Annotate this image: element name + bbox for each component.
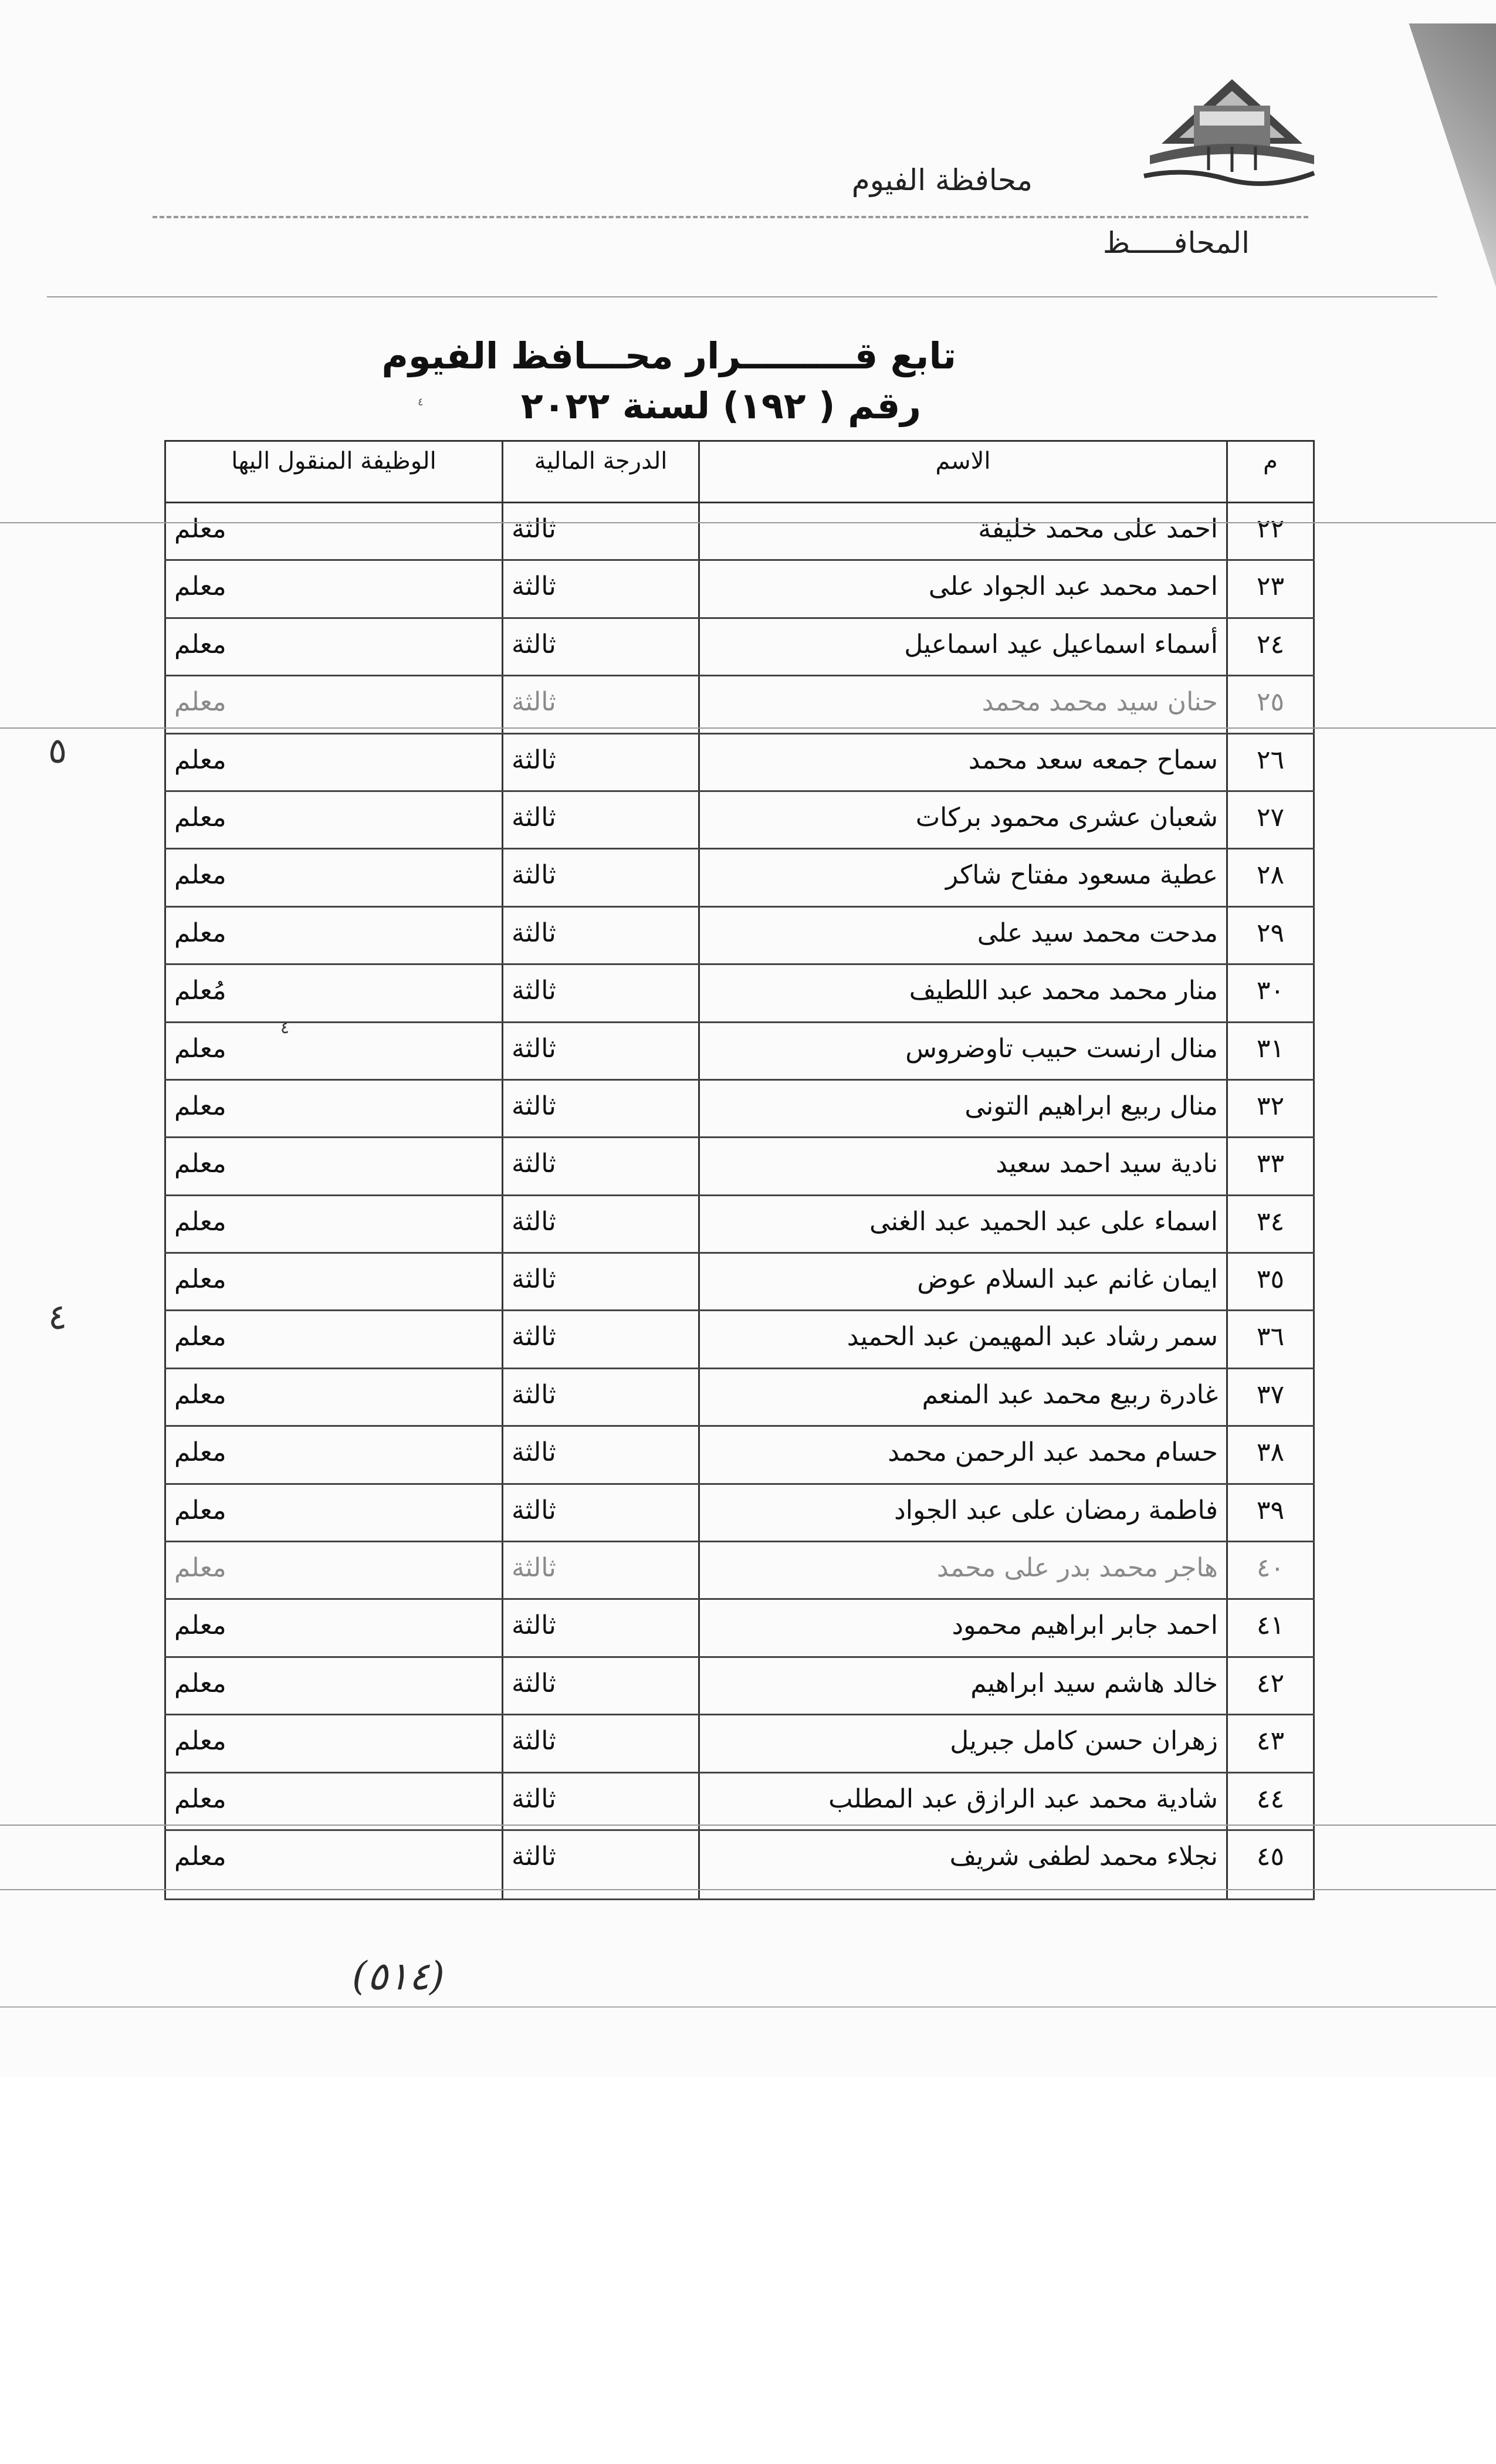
row-num: ٣٠ — [1227, 964, 1314, 1022]
row-job: معلم — [165, 503, 503, 560]
table-row — [165, 1368, 1314, 1426]
table-row — [165, 733, 1314, 791]
table-row — [165, 1079, 1314, 1137]
table-row — [165, 906, 1314, 964]
row-job: معلم — [165, 560, 503, 618]
margin-mark: ٤ — [48, 1297, 67, 1338]
row-job: معلم — [165, 1830, 503, 1899]
decree-number: رقم ( ١٩٢) لسنة ٢٠٢٢ — [520, 384, 921, 427]
table-row — [165, 791, 1314, 848]
row-name: خالد هاشم سيد ابراهيم — [699, 1657, 1227, 1714]
row-grade: ثالثة — [503, 1772, 699, 1830]
row-name: حنان سيد محمد محمد — [699, 676, 1227, 733]
table-row — [165, 676, 1314, 733]
table-row — [165, 618, 1314, 675]
table-row — [165, 1484, 1314, 1541]
row-job: معلم — [165, 1311, 503, 1368]
scan-line — [0, 522, 1496, 523]
row-job: معلم — [165, 1772, 503, 1830]
row-grade: ثالثة — [503, 1368, 699, 1426]
decree-title: تابع قـــــــــرار محـــافظ الفيوم — [381, 334, 956, 377]
row-job: معلم — [165, 791, 503, 848]
row-grade: ثالثة — [503, 964, 699, 1022]
table-row — [165, 849, 1314, 906]
row-job: معلم — [165, 1253, 503, 1311]
row-name: عطية مسعود مفتاح شاكر — [699, 849, 1227, 906]
row-job: معلم — [165, 1542, 503, 1599]
row-job: معلم — [165, 1195, 503, 1253]
margin-mark: ٥ — [48, 730, 67, 771]
row-num: ٢٨ — [1227, 849, 1314, 906]
row-num: ٢٣ — [1227, 560, 1314, 618]
table-row — [165, 1311, 1314, 1368]
row-name: منال ربيع ابراهيم التونى — [699, 1079, 1227, 1137]
governorate-emblem-icon — [1138, 56, 1326, 197]
row-num: ٤٠ — [1227, 1542, 1314, 1599]
row-name: حسام محمد عبد الرحمن محمد — [699, 1426, 1227, 1484]
row-job: معلم — [165, 1715, 503, 1772]
table-row — [165, 964, 1314, 1022]
row-grade: ثالثة — [503, 1253, 699, 1311]
table-row — [165, 1657, 1314, 1714]
header-num: م — [1227, 441, 1314, 503]
row-job: معلم — [165, 618, 503, 675]
row-num: ٢٧ — [1227, 791, 1314, 848]
row-grade: ثالثة — [503, 1599, 699, 1657]
table-row — [165, 1138, 1314, 1195]
scan-line — [0, 2006, 1496, 2008]
row-job: معلم — [165, 733, 503, 791]
row-grade: ثالثة — [503, 1484, 699, 1541]
row-grade: ثالثة — [503, 676, 699, 733]
row-name: احمد على محمد خليفة — [699, 503, 1227, 560]
table-row — [165, 1715, 1314, 1772]
row-grade: ثالثة — [503, 1022, 699, 1079]
table-row — [165, 1022, 1314, 1079]
row-num: ٣١ — [1227, 1022, 1314, 1079]
governorate-name: محافظة الفيوم — [851, 163, 1033, 197]
header-rule — [153, 216, 1308, 218]
table-header-row — [165, 441, 1314, 503]
row-grade: ثالثة — [503, 1195, 699, 1253]
row-grade: ثالثة — [503, 1311, 699, 1368]
scan-line — [0, 727, 1496, 729]
row-name: نادية سيد احمد سعيد — [699, 1138, 1227, 1195]
row-name: نجلاء محمد لطفى شريف — [699, 1830, 1227, 1899]
table-row — [165, 1599, 1314, 1657]
row-grade: ثالثة — [503, 1079, 699, 1137]
transfer-table — [164, 440, 1315, 1900]
margin-mark: ٤ — [280, 1018, 290, 1037]
row-grade: ثالثة — [503, 503, 699, 560]
row-grade: ثالثة — [503, 560, 699, 618]
row-grade: ثالثة — [503, 849, 699, 906]
row-num: ٣٣ — [1227, 1138, 1314, 1195]
scan-shadow — [1302, 23, 1496, 287]
row-num: ٢٢ — [1227, 503, 1314, 560]
row-job: معلم — [165, 1138, 503, 1195]
row-job: معلم — [165, 1599, 503, 1657]
row-num: ٤٥ — [1227, 1830, 1314, 1899]
governor-office: المحافـــــظ — [1102, 226, 1250, 260]
row-grade: ثالثة — [503, 1542, 699, 1599]
scan-line — [0, 1889, 1496, 1890]
header-job: الوظيفة المنقول اليها — [165, 441, 503, 503]
row-name: زهران حسن كامل جبريل — [699, 1715, 1227, 1772]
row-name: سمر رشاد عبد المهيمن عبد الحميد — [699, 1311, 1227, 1368]
row-job: معلم — [165, 906, 503, 964]
row-num: ٣٩ — [1227, 1484, 1314, 1541]
row-grade: ثالثة — [503, 733, 699, 791]
row-num: ٢٩ — [1227, 906, 1314, 964]
row-name: ايمان غانم عبد السلام عوض — [699, 1253, 1227, 1311]
row-job: مُعلم — [165, 964, 503, 1022]
row-name: منال ارنست حبيب تاوضروس — [699, 1022, 1227, 1079]
row-job: معلم — [165, 849, 503, 906]
row-num: ٣٦ — [1227, 1311, 1314, 1368]
table-row — [165, 1426, 1314, 1484]
row-name: سماح جمعه سعد محمد — [699, 733, 1227, 791]
table-row — [165, 1772, 1314, 1830]
row-name: احمد جابر ابراهيم محمود — [699, 1599, 1227, 1657]
row-name: فاطمة رمضان على عبد الجواد — [699, 1484, 1227, 1541]
row-name: غادرة ربيع محمد عبد المنعم — [699, 1368, 1227, 1426]
row-grade: ثالثة — [503, 1138, 699, 1195]
table-row — [165, 1253, 1314, 1311]
row-grade: ثالثة — [503, 1657, 699, 1714]
row-name: هاجر محمد بدر على محمد — [699, 1542, 1227, 1599]
row-num: ٤٢ — [1227, 1657, 1314, 1714]
row-name: مدحت محمد سيد على — [699, 906, 1227, 964]
table-row — [165, 503, 1314, 560]
row-grade: ثالثة — [503, 791, 699, 848]
row-grade: ثالثة — [503, 906, 699, 964]
row-name: منار محمد محمد عبد اللطيف — [699, 964, 1227, 1022]
header-name: الاسم — [699, 441, 1227, 503]
row-name: شادية محمد عبد الرازق عبد المطلب — [699, 1772, 1227, 1830]
row-grade: ثالثة — [503, 1715, 699, 1772]
row-name: أسماء اسماعيل عيد اسماعيل — [699, 618, 1227, 675]
row-job: معلم — [165, 1368, 503, 1426]
row-job: معلم — [165, 676, 503, 733]
row-name: احمد محمد عبد الجواد على — [699, 560, 1227, 618]
row-name: شعبان عشرى محمود بركات — [699, 791, 1227, 848]
row-num: ٣٢ — [1227, 1079, 1314, 1137]
row-num: ٢٦ — [1227, 733, 1314, 791]
row-job: معلم — [165, 1079, 503, 1137]
table-row — [165, 560, 1314, 618]
handwritten-page-ref: (٥١٤) — [352, 1954, 445, 1999]
row-job: معلم — [165, 1657, 503, 1714]
row-num: ٣٨ — [1227, 1426, 1314, 1484]
row-job: معلم — [165, 1022, 503, 1079]
row-grade: ثالثة — [503, 1426, 699, 1484]
row-num: ٤٤ — [1227, 1772, 1314, 1830]
row-num: ٤٣ — [1227, 1715, 1314, 1772]
scan-line — [47, 296, 1437, 297]
row-job: معلم — [165, 1426, 503, 1484]
row-num: ٢٥ — [1227, 676, 1314, 733]
table-row — [165, 1542, 1314, 1599]
row-grade: ثالثة — [503, 1830, 699, 1899]
row-grade: ثالثة — [503, 618, 699, 675]
row-num: ٢٤ — [1227, 618, 1314, 675]
table-row — [165, 1195, 1314, 1253]
row-num: ٣٧ — [1227, 1368, 1314, 1426]
row-num: ٣٥ — [1227, 1253, 1314, 1311]
row-num: ٤١ — [1227, 1599, 1314, 1657]
title-mark: ٤ — [418, 396, 424, 408]
row-name: اسماء على عبد الحميد عبد الغنى — [699, 1195, 1227, 1253]
header-grade: الدرجة المالية — [503, 441, 699, 503]
row-num: ٣٤ — [1227, 1195, 1314, 1253]
scan-line — [0, 1825, 1496, 1826]
row-job: معلم — [165, 1484, 503, 1541]
